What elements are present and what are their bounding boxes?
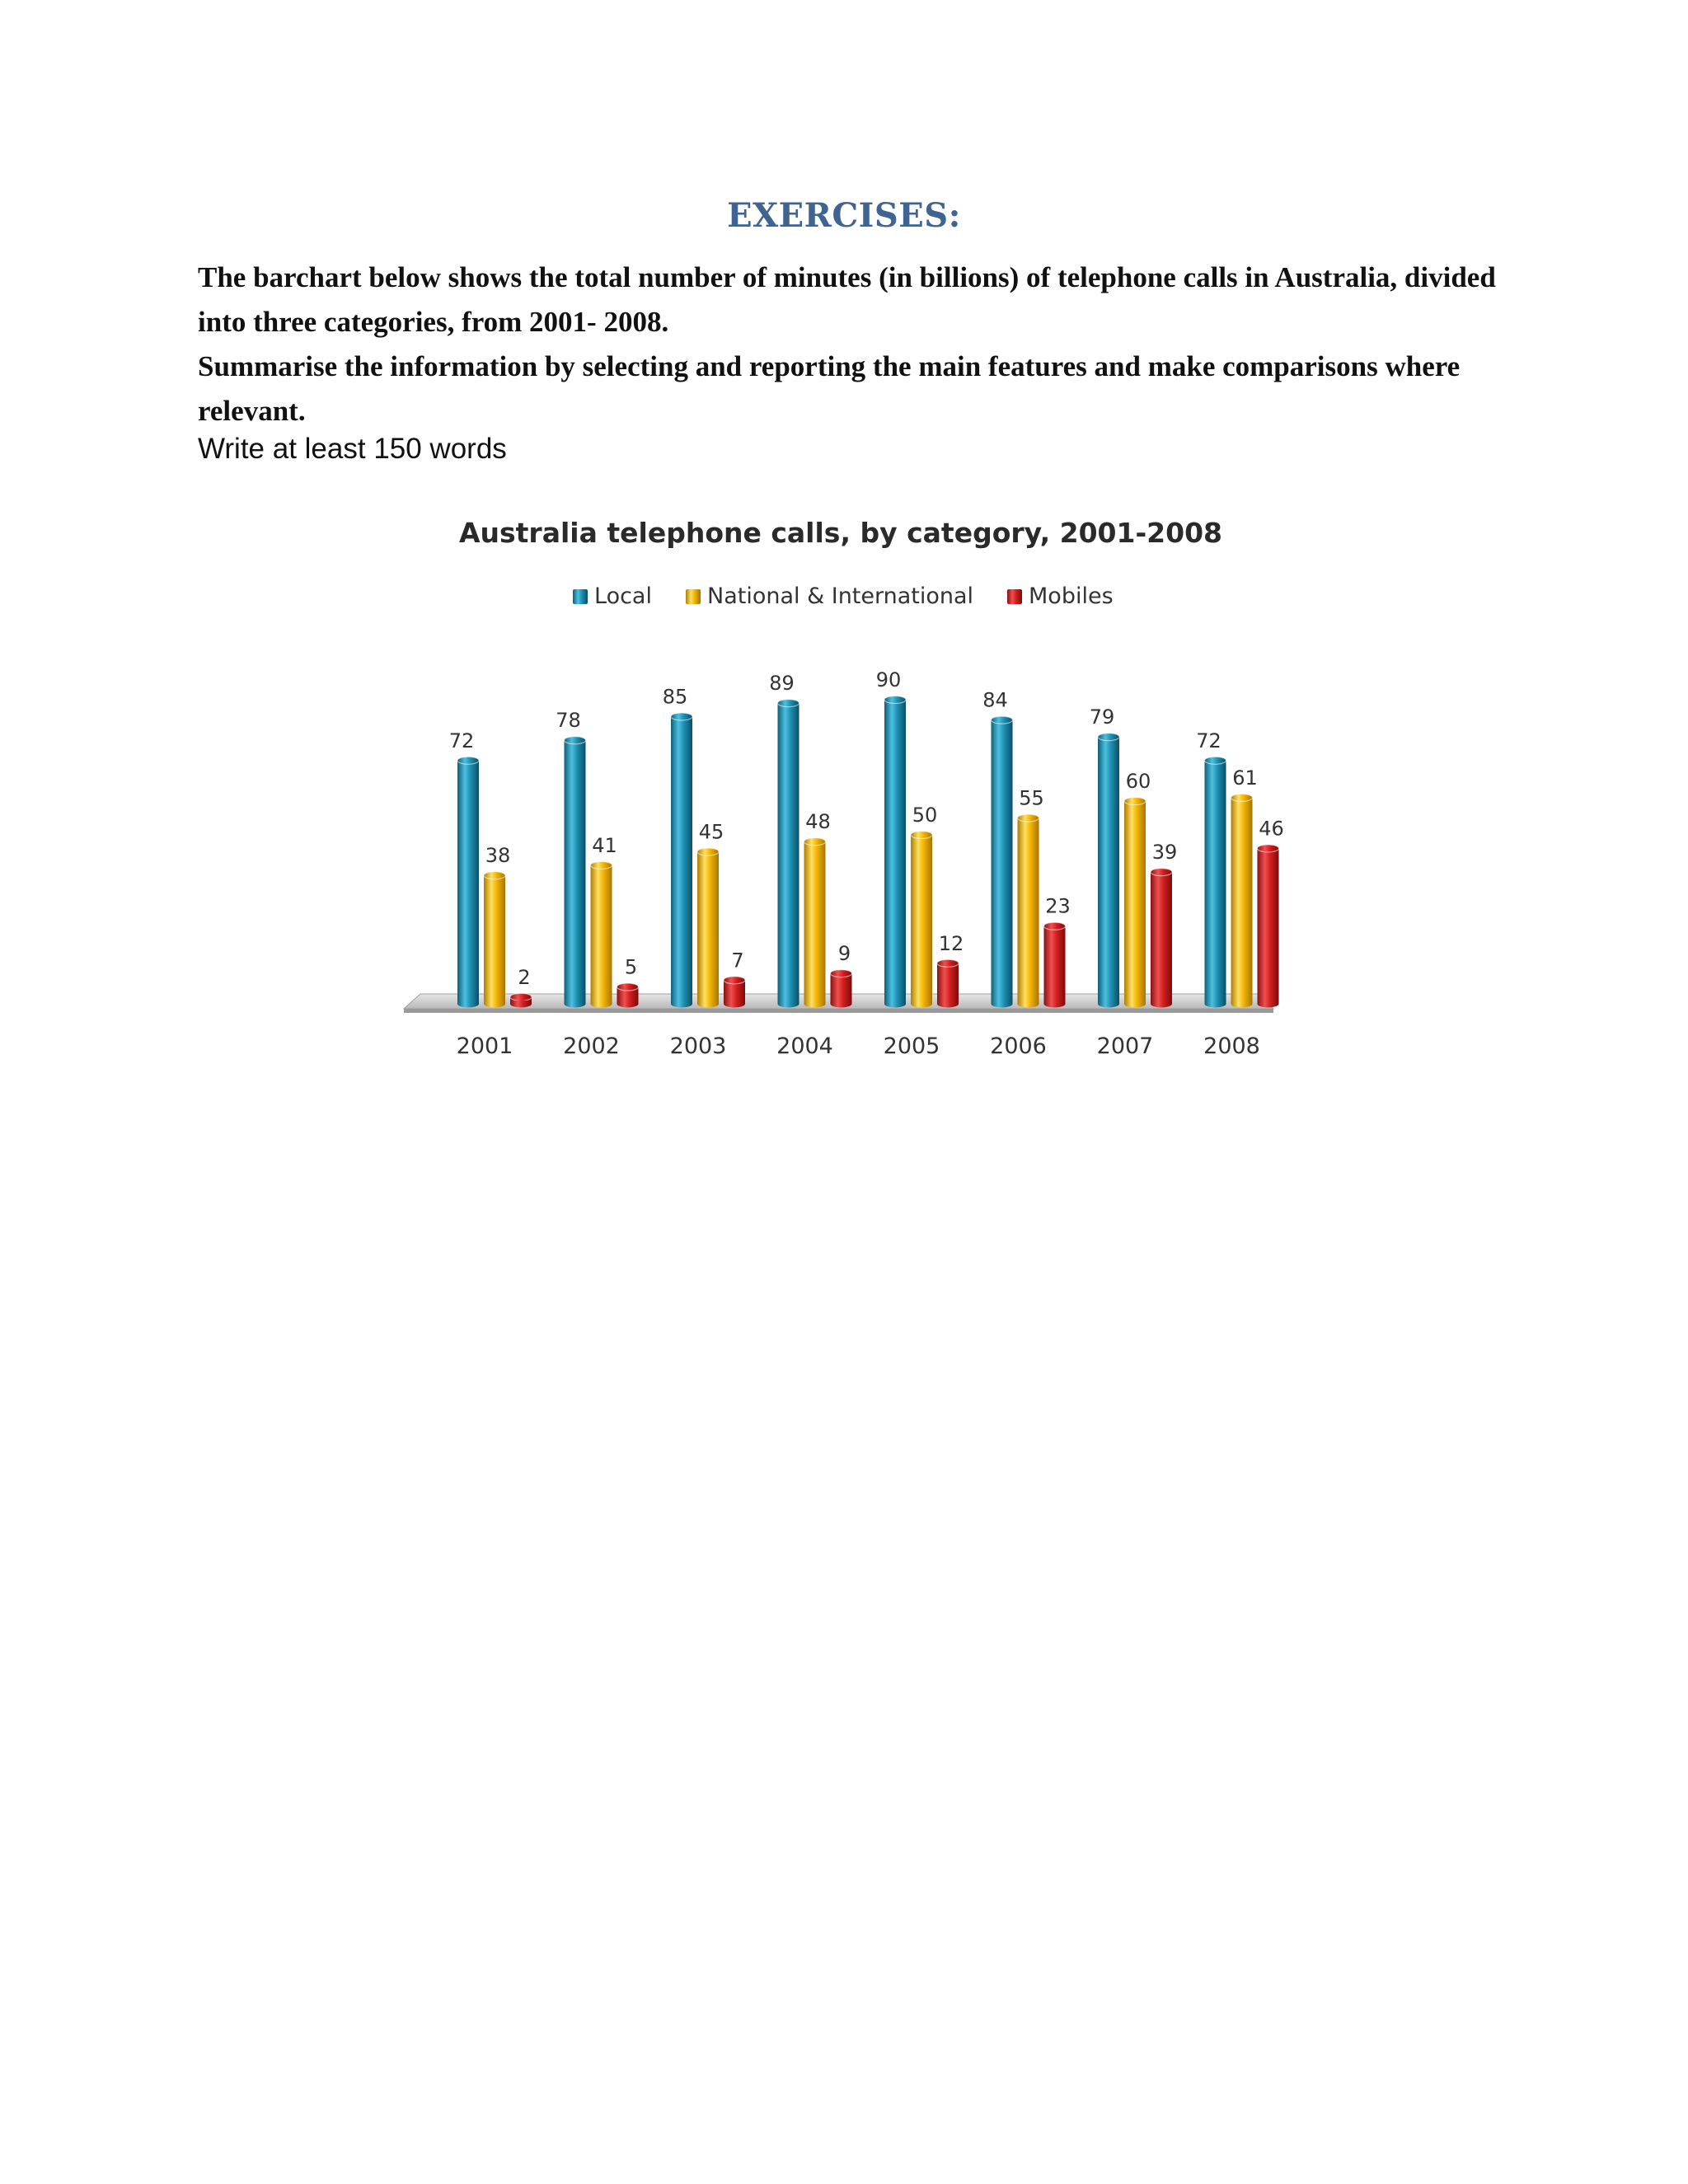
bar	[804, 838, 826, 1008]
bar	[697, 848, 719, 1008]
bar	[1018, 814, 1039, 1008]
legend-label: National & International	[707, 583, 974, 609]
bar	[1258, 845, 1279, 1008]
bar-cap	[884, 696, 906, 704]
data-label: 5	[624, 955, 638, 979]
bar-cap	[484, 872, 505, 879]
chart-canvas	[387, 503, 1327, 1080]
data-label: 90	[875, 668, 902, 691]
task-prompt	[198, 255, 1517, 434]
bar	[778, 700, 799, 1008]
bar-body	[992, 720, 1013, 1004]
bar-base	[697, 1001, 719, 1008]
bar-cap	[831, 970, 852, 977]
bar-cap	[591, 861, 612, 869]
data-label: 72	[448, 729, 475, 752]
data-label: 60	[1125, 770, 1151, 793]
data-label: 61	[1232, 766, 1258, 790]
bar	[1231, 794, 1253, 1007]
bar-body	[778, 703, 799, 1004]
bar-base	[591, 1001, 612, 1008]
bar-cap	[510, 993, 532, 1001]
bar-body	[1124, 801, 1146, 1004]
bar	[671, 713, 692, 1008]
bar-base	[831, 1001, 852, 1008]
data-label: 79	[1089, 705, 1115, 729]
data-label: 9	[837, 942, 851, 966]
bar-base	[1044, 1001, 1066, 1008]
bar	[565, 737, 586, 1008]
task-instruction: Summarise the information by selecting and reporting the main features and make comparisons where relevant.	[198, 350, 1461, 427]
legend-swatch	[686, 589, 701, 604]
bar-base	[1098, 1001, 1119, 1008]
bar-cap	[911, 832, 932, 839]
bar-base	[937, 1001, 959, 1008]
bar	[510, 993, 532, 1007]
legend-item	[573, 583, 652, 609]
bar-body	[937, 963, 959, 1004]
x-tick-label: 2006	[990, 1033, 1047, 1059]
bar	[884, 696, 906, 1008]
x-tick-label: 2005	[883, 1033, 940, 1059]
data-label: 45	[698, 820, 724, 844]
data-label: 48	[805, 810, 831, 834]
bar-body	[565, 740, 586, 1004]
bar	[591, 861, 612, 1007]
data-label: 46	[1259, 817, 1284, 841]
bar-cap	[804, 838, 826, 846]
data-label: 12	[938, 931, 964, 955]
bar-cap	[1044, 922, 1066, 930]
bar-base	[1018, 1001, 1039, 1008]
x-tick-label: 2008	[1203, 1033, 1260, 1059]
bar-base	[457, 1001, 479, 1008]
bar-base	[671, 1001, 692, 1008]
bar	[617, 983, 639, 1008]
bar	[484, 872, 505, 1008]
bar-cap	[937, 959, 959, 967]
bar-cap	[1124, 798, 1146, 805]
x-tick-label: 2001	[456, 1033, 513, 1059]
bar	[992, 716, 1013, 1007]
bar-cap	[1151, 869, 1172, 876]
data-label: 41	[592, 833, 617, 857]
data-label: 78	[556, 709, 581, 733]
bar-body	[1205, 761, 1226, 1004]
bar-base	[617, 1001, 639, 1008]
chart-floor-edge	[404, 1009, 1273, 1013]
data-label: 72	[1196, 729, 1221, 752]
bar-chart	[387, 503, 1327, 1080]
data-label: 85	[662, 685, 688, 709]
bar	[937, 959, 959, 1007]
bar-cap	[992, 716, 1013, 724]
bar-body	[804, 841, 826, 1004]
bar-body	[831, 973, 852, 1004]
bar-body	[457, 761, 479, 1004]
legend-item	[1007, 583, 1114, 609]
bar-cap	[1018, 814, 1039, 822]
x-tick-label: 2007	[1096, 1033, 1154, 1059]
bar-body	[697, 852, 719, 1005]
bar-cap	[1258, 845, 1279, 852]
task-description: The barchart below shows the total number of minutes (in billions) of telephone calls in Australia, divided into three categories, from 2001- 2008.	[198, 261, 1496, 338]
bar	[1098, 733, 1119, 1008]
bar-cap	[671, 713, 692, 720]
bar-base	[884, 1001, 906, 1008]
bar-base	[911, 1001, 932, 1008]
bar	[1151, 869, 1172, 1008]
legend-item	[686, 583, 973, 609]
bar-base	[1151, 1001, 1172, 1008]
bar-cap	[697, 848, 719, 855]
data-label: 89	[769, 672, 795, 696]
bar-base	[1231, 1001, 1253, 1008]
bar-base	[484, 1001, 505, 1008]
bar-cap	[1098, 733, 1119, 741]
bar-base	[724, 1001, 745, 1008]
bar-body	[884, 700, 906, 1004]
bar-cap	[778, 700, 799, 707]
bar-body	[1018, 818, 1039, 1005]
legend-swatch	[1007, 589, 1022, 604]
data-label: 7	[731, 949, 744, 972]
bar	[831, 970, 852, 1008]
bar-base	[992, 1001, 1013, 1008]
bar	[457, 757, 479, 1007]
legend-label: Local	[594, 583, 652, 609]
data-label: 39	[1151, 841, 1178, 865]
bar-body	[1044, 926, 1066, 1004]
data-label: 23	[1045, 894, 1071, 918]
x-tick-label: 2003	[669, 1033, 727, 1059]
bar	[724, 977, 745, 1008]
bar-base	[565, 1001, 586, 1008]
chart-x-axis	[457, 1033, 1260, 1059]
bar-base	[778, 1001, 799, 1008]
bar-body	[1258, 848, 1279, 1004]
x-tick-label: 2002	[563, 1033, 620, 1059]
bar-base	[1258, 1001, 1279, 1008]
bar	[1044, 922, 1066, 1007]
data-label: 38	[485, 844, 511, 868]
bar	[1205, 757, 1226, 1007]
bar-body	[1151, 872, 1172, 1004]
bar-base	[1205, 1001, 1226, 1008]
bar-cap	[724, 977, 745, 984]
bar-base	[1124, 1001, 1146, 1008]
bar-base	[510, 1001, 532, 1008]
x-tick-label: 2004	[776, 1033, 833, 1059]
bar-cap	[1231, 794, 1253, 801]
exercise-heading: EXERCISES:	[727, 196, 961, 235]
bar-body	[1098, 737, 1119, 1004]
word-count-instruction: Write at least 150 words	[198, 433, 507, 465]
chart-title: Australia telephone calls, by category, 2001-2008	[458, 517, 1223, 549]
bar-body	[911, 835, 932, 1004]
chart-legend	[573, 583, 1114, 609]
bar	[911, 832, 932, 1008]
data-label: 55	[1019, 786, 1044, 810]
bar	[1124, 798, 1146, 1008]
bar-body	[1231, 798, 1253, 1004]
bar-body	[671, 717, 692, 1005]
bar-base	[804, 1001, 826, 1008]
legend-swatch	[573, 589, 588, 604]
bar-cap	[1205, 757, 1226, 764]
bar-body	[591, 865, 612, 1004]
legend-label: Mobiles	[1029, 583, 1114, 609]
data-label: 84	[982, 688, 1008, 712]
bar-cap	[617, 983, 639, 991]
bar-body	[484, 875, 505, 1004]
data-label: 2	[518, 965, 531, 989]
bar-cap	[457, 757, 479, 764]
data-label: 50	[912, 804, 938, 827]
bar-cap	[565, 737, 586, 744]
